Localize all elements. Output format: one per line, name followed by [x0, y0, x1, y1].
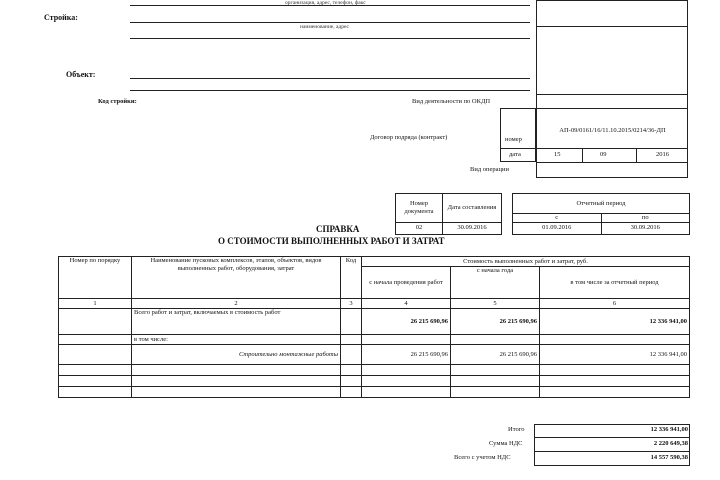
table-row [59, 309, 690, 335]
row-item-v3: 12 336 941,00 [540, 345, 690, 365]
doc-data: 30.09.2016 [443, 222, 502, 234]
nds-value: 2 220 649,38 [653, 440, 688, 447]
table-row [59, 335, 690, 345]
subdiv-caption: наименование, адрес [300, 24, 349, 30]
dogovor-sep [500, 148, 536, 149]
code-sep-2 [536, 94, 688, 95]
idx-6: 6 [540, 299, 690, 309]
doc-period-from: 01.09.2016 [513, 222, 602, 234]
row-total-name: Всего работ и затрат, включаемых в стоимость работ [132, 309, 341, 335]
table-row [59, 387, 690, 398]
th-name: Наименование пусковых комплексов, этапов, объектов, видов выполненных работ, оборудования, затрат [132, 257, 341, 299]
row-item-v1: 26 215 690,96 [362, 345, 451, 365]
doc-nomer: 02 [396, 222, 443, 234]
doc-info-table [395, 193, 690, 235]
dogovor-year: 2016 [656, 151, 669, 158]
th-num: Номер по порядку [59, 257, 132, 299]
object-label: Объект: [66, 70, 96, 79]
stroyka-line [130, 22, 530, 23]
date-divider-2 [636, 148, 637, 162]
org-caption: организация, адрес, телефон, факс [285, 0, 366, 6]
doc-col-nomer: Номер документа [396, 194, 443, 223]
th-stoim: Стоимость выполненных работ и затрат, руб. [362, 257, 690, 267]
code-sep-3 [536, 108, 688, 109]
th-v-tom-chisle: в том числе за отчетный период [540, 267, 690, 299]
idx-3: 3 [341, 299, 362, 309]
code-sep-1 [536, 26, 688, 27]
totals-sep-2 [534, 451, 690, 452]
idx-5: 5 [451, 299, 540, 309]
th-kod: Код [341, 257, 362, 299]
table-row [59, 345, 690, 365]
doc-period-to: 30.09.2016 [601, 222, 690, 234]
nomer-label: номер [505, 136, 522, 143]
table-row [59, 365, 690, 376]
idx-1: 1 [59, 299, 132, 309]
row-item-v2: 26 215 690,96 [451, 345, 540, 365]
row-total-v2: 26 215 690,96 [451, 309, 540, 335]
row-total-v1: 26 215 690,96 [362, 309, 451, 335]
idx-2: 2 [132, 299, 341, 309]
date-divider-1 [582, 148, 583, 162]
doc-col-po: по [601, 214, 690, 223]
idx-4: 4 [362, 299, 451, 309]
doc-col-s: с [513, 214, 602, 223]
data-label: дата [509, 151, 521, 158]
vsego-value: 14 557 590,38 [650, 454, 688, 461]
main-table [58, 256, 690, 398]
dogovor-month: 09 [600, 151, 607, 158]
nds-label: Сумма НДС [489, 440, 523, 447]
vid-deyat-label: Вид деятельности по ОКДП [412, 98, 491, 105]
object-line [130, 78, 530, 79]
row-vtch: в том числе: [132, 335, 341, 345]
vid-operacii-label: Вид операции [470, 166, 509, 173]
doc-col-data: Дата составления [443, 194, 502, 223]
vsego-label: Всего с учетом НДС [454, 454, 511, 461]
itogo-label: Итого [508, 426, 525, 433]
title-line2: О СТОИМОСТИ ВЫПОЛНЕННЫХ РАБОТ И ЗАТРАТ [218, 236, 445, 246]
totals-sep-1 [534, 437, 690, 438]
doc-col-period: Отчетный период [513, 194, 690, 214]
stroyka-line-2 [130, 38, 530, 39]
kod-stroyki-label: Код стройки: [98, 98, 137, 105]
dogovor-day: 15 [554, 151, 561, 158]
row-total-v3: 12 336 941,00 [540, 309, 690, 335]
th-s-nach-stroit: с начала проведения работ [362, 267, 451, 299]
table-row [59, 376, 690, 387]
title-line1: СПРАВКА [316, 224, 360, 234]
row-item-name: Строительно монтажные работы [132, 345, 341, 365]
dogovor-label: Договор подряда (контракт) [370, 134, 448, 141]
itogo-value: 12 336 941,00 [650, 426, 688, 433]
dogovor-date-cells [536, 148, 688, 162]
stroyka-label: Стройка: [44, 13, 78, 22]
object-line-2 [130, 90, 530, 91]
dogovor-number: АП-09/0161/16/11.10.2015/0214/36-ДП [559, 127, 666, 134]
code-sep-5 [536, 162, 688, 163]
th-s-nach-goda: с начала года [451, 267, 540, 299]
